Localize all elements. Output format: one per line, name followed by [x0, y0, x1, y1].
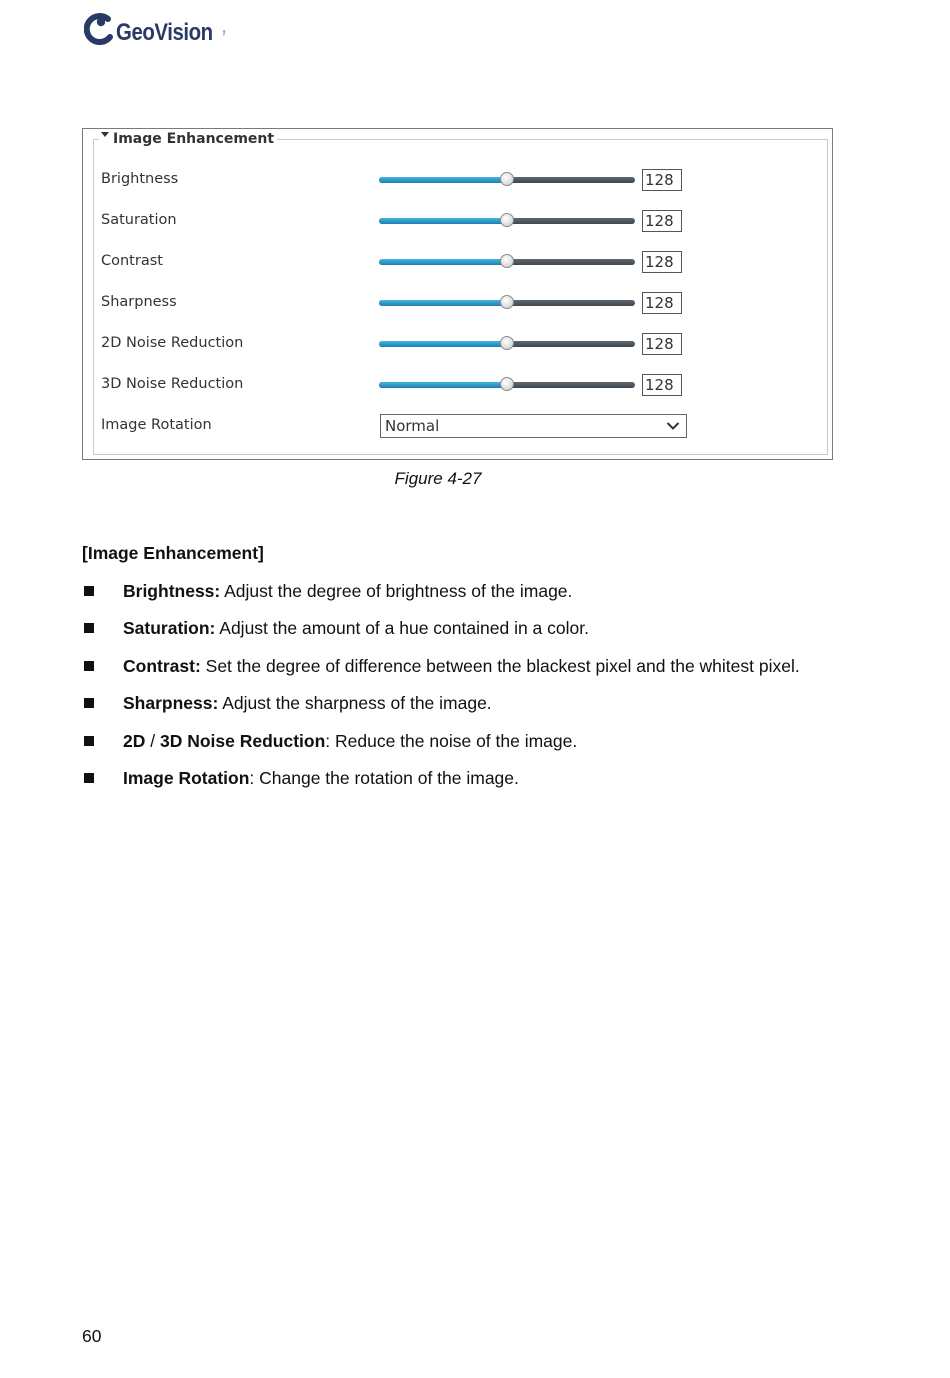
saturation-label: Saturation [101, 212, 177, 228]
figure-caption: Figure 4-27 [394, 469, 482, 488]
slider-fill [379, 259, 507, 265]
geovision-logo [84, 12, 230, 48]
brightness-label: Brightness [101, 171, 179, 187]
sharpness-value-input[interactable]: 128 [642, 292, 682, 314]
bullet-square-icon [84, 698, 94, 708]
list-item: Image Rotation: Change the rotation of the image. [82, 768, 902, 792]
noise-reduction-3d-label: 3D Noise Reduction [101, 376, 244, 392]
bullet-square-icon [84, 736, 94, 746]
saturation-row [83, 206, 834, 236]
image-rotation-label: Image Rotation [101, 417, 212, 433]
list-item: Sharpness: Adjust the sharpness of the image. [82, 693, 902, 717]
image-enhancement-figure [82, 128, 833, 460]
brightness-value-input[interactable]: 128 [642, 169, 682, 191]
slider-fill [379, 177, 507, 183]
slider-fill [379, 382, 507, 388]
noise-reduction-2d-value-input[interactable]: 128 [642, 333, 682, 355]
collapse-caret-icon[interactable] [101, 132, 109, 137]
bullet-square-icon [84, 623, 94, 633]
brightness-row [83, 165, 834, 195]
section-title: [Image Enhancement] [82, 543, 264, 563]
sharpness-label: Sharpness [101, 294, 177, 310]
geovision-logo-icon [84, 13, 114, 47]
saturation-value-input[interactable]: 128 [642, 210, 682, 232]
noise-reduction-3d-value-input[interactable]: 128 [642, 374, 682, 396]
brightness-slider[interactable] [379, 172, 635, 188]
logo-trademark: Inc. [222, 30, 227, 37]
noise-reduction-2d-row [83, 329, 834, 359]
chevron-down-icon[interactable] [666, 421, 680, 431]
noise-reduction-3d-slider[interactable] [379, 377, 635, 393]
page-number: 60 [82, 1326, 102, 1346]
noise-reduction-3d-row [83, 370, 834, 400]
group-title: Image Enhancement [113, 131, 275, 147]
slider-fill [379, 218, 507, 224]
bullet-square-icon [84, 661, 94, 671]
logo-text: GeoVision [116, 19, 213, 46]
contrast-slider[interactable] [379, 254, 635, 270]
slider-thumb[interactable] [500, 377, 514, 391]
slider-fill [379, 300, 507, 306]
contrast-row [83, 247, 834, 277]
noise-reduction-2d-label: 2D Noise Reduction [101, 335, 244, 351]
slider-thumb[interactable] [500, 172, 514, 186]
slider-thumb[interactable] [500, 336, 514, 350]
image-rotation-select[interactable] [380, 414, 687, 438]
noise-reduction-2d-slider[interactable] [379, 336, 635, 352]
sharpness-slider[interactable] [379, 295, 635, 311]
contrast-label: Contrast [101, 253, 163, 269]
list-item: Contrast: Set the degree of difference between the blackest pixel and the whitest pixel. [82, 656, 902, 680]
group-legend[interactable] [99, 129, 277, 149]
contrast-value-input[interactable]: 128 [642, 251, 682, 273]
slider-fill [379, 341, 507, 347]
sharpness-row [83, 288, 834, 318]
bullet-square-icon [84, 773, 94, 783]
image-rotation-row [83, 411, 834, 441]
list-item: Brightness: Adjust the degree of brightness of the image. [82, 581, 902, 605]
slider-thumb[interactable] [500, 254, 514, 268]
list-item: Saturation: Adjust the amount of a hue contained in a color. [82, 618, 902, 642]
image-rotation-value: Normal [385, 417, 440, 435]
slider-thumb[interactable] [500, 295, 514, 309]
slider-thumb[interactable] [500, 213, 514, 227]
list-item: 2D / 3D Noise Reduction: Reduce the noise of the image. [82, 731, 902, 755]
bullet-square-icon [84, 586, 94, 596]
saturation-slider[interactable] [379, 213, 635, 229]
